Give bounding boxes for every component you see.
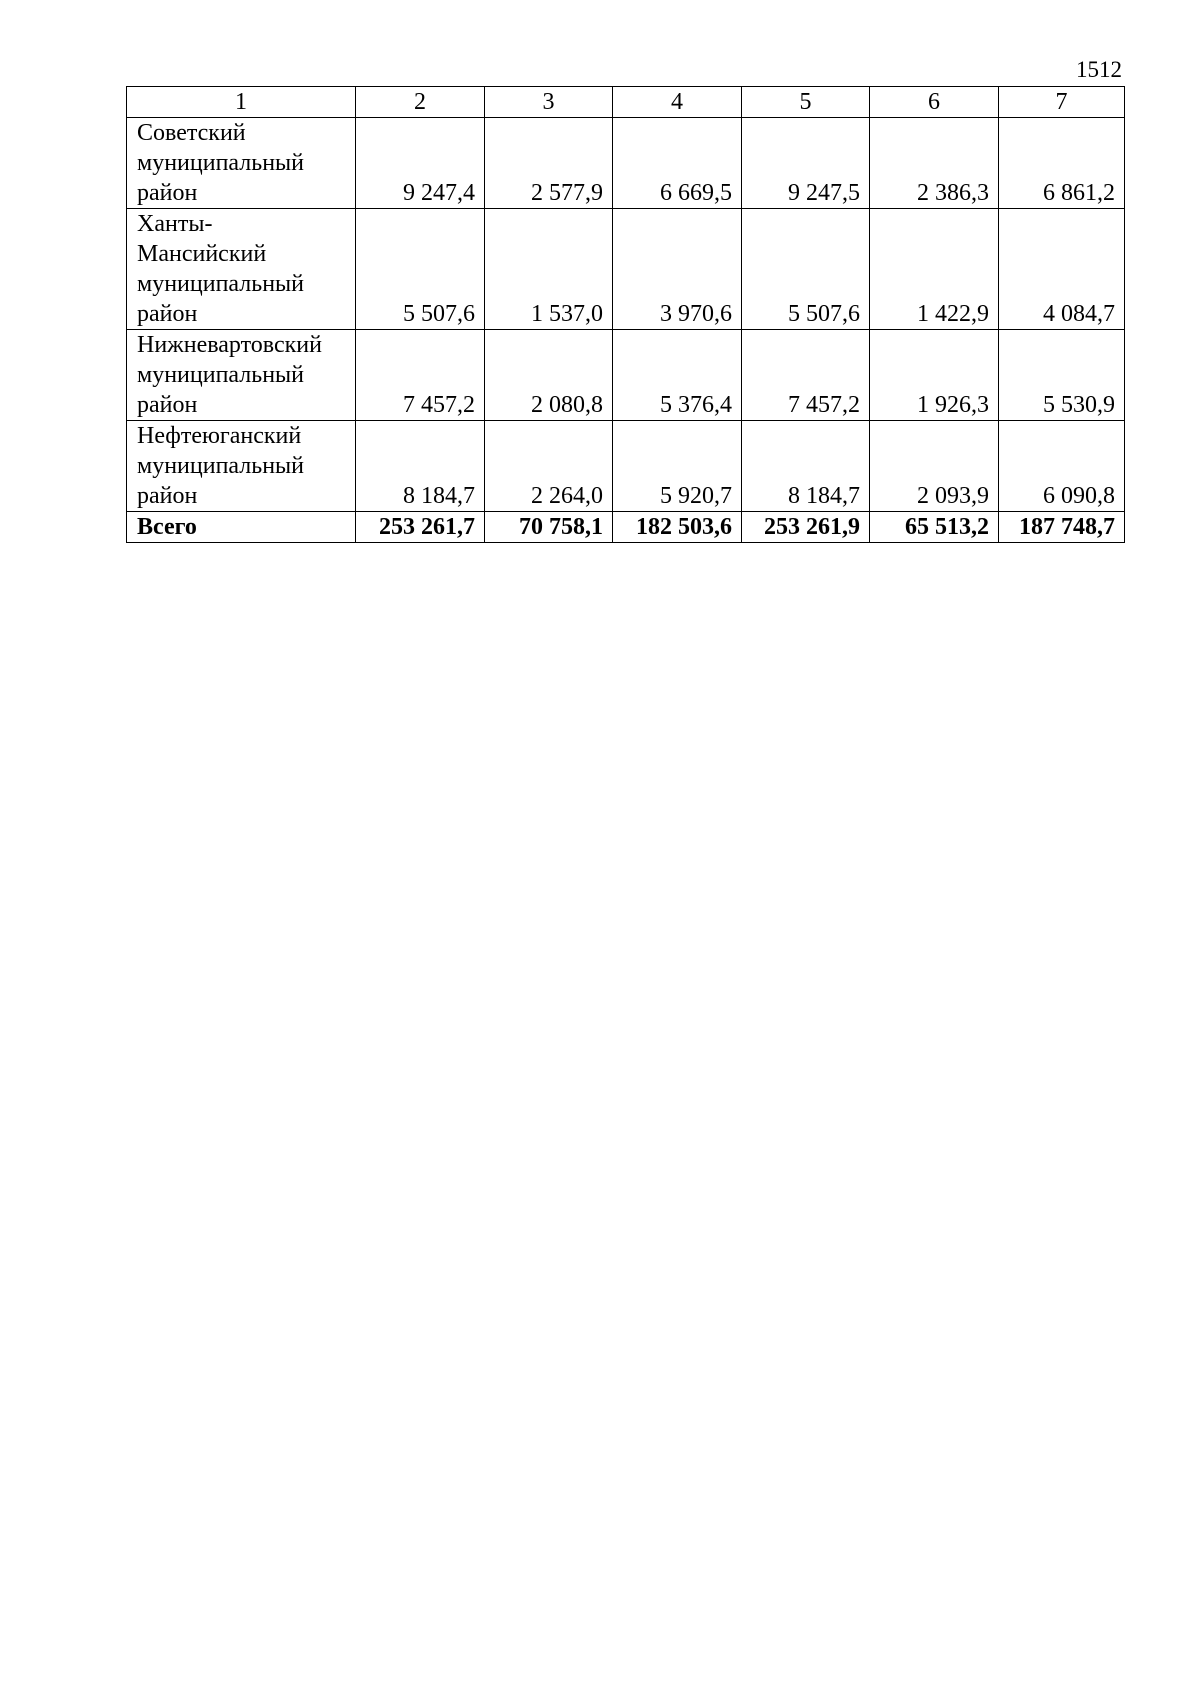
district-name-cell xyxy=(127,118,356,209)
district-name-cell xyxy=(127,330,356,421)
district-name-line: район xyxy=(137,180,198,206)
column-header: 5 xyxy=(742,87,870,118)
value-cell: 5 507,6 xyxy=(356,209,485,330)
value-cell: 3 970,6 xyxy=(613,209,742,330)
value-cell: 7 457,2 xyxy=(742,330,870,421)
column-header: 2 xyxy=(356,87,485,118)
value-cell: 2 386,3 xyxy=(870,118,999,209)
value-cell: 4 084,7 xyxy=(999,209,1125,330)
value-cell: 1 537,0 xyxy=(485,209,613,330)
value-cell: 9 247,4 xyxy=(356,118,485,209)
total-row xyxy=(127,512,1125,543)
district-name-line: муниципальный xyxy=(137,271,305,297)
column-header: 4 xyxy=(613,87,742,118)
column-header: 1 xyxy=(127,87,356,118)
value-cell: 5 920,7 xyxy=(613,421,742,512)
value-cell: 2 264,0 xyxy=(485,421,613,512)
total-value-cell: 182 503,6 xyxy=(613,512,742,543)
value-cell: 5 530,9 xyxy=(999,330,1125,421)
value-cell: 7 457,2 xyxy=(356,330,485,421)
district-name-line: район xyxy=(137,301,198,327)
district-name-cell xyxy=(127,421,356,512)
district-name-cell xyxy=(127,209,356,330)
value-cell: 2 093,9 xyxy=(870,421,999,512)
value-cell: 8 184,7 xyxy=(742,421,870,512)
table-row xyxy=(127,209,1125,330)
district-name-line: район xyxy=(137,483,198,509)
value-cell: 6 669,5 xyxy=(613,118,742,209)
district-name-line: муниципальный xyxy=(137,362,305,388)
value-cell: 9 247,5 xyxy=(742,118,870,209)
total-value-cell: 253 261,9 xyxy=(742,512,870,543)
district-name-line: Советский xyxy=(137,120,246,146)
data-table xyxy=(126,86,1125,543)
value-cell: 1 422,9 xyxy=(870,209,999,330)
value-cell: 6 861,2 xyxy=(999,118,1125,209)
total-value-cell: 70 758,1 xyxy=(485,512,613,543)
page-number: 1512 xyxy=(1076,57,1122,82)
total-value-cell: 187 748,7 xyxy=(999,512,1125,543)
district-name-line: Ханты- xyxy=(137,211,213,237)
district-name-line: Мансийский xyxy=(137,241,267,267)
value-cell: 2 080,8 xyxy=(485,330,613,421)
total-label: Всего xyxy=(127,512,356,543)
total-value-cell: 65 513,2 xyxy=(870,512,999,543)
value-cell: 5 507,6 xyxy=(742,209,870,330)
district-name-line: Нижневартовский xyxy=(137,332,322,358)
value-cell: 1 926,3 xyxy=(870,330,999,421)
column-header: 3 xyxy=(485,87,613,118)
table-row xyxy=(127,330,1125,421)
district-name-line: муниципальный xyxy=(137,453,305,479)
value-cell: 2 577,9 xyxy=(485,118,613,209)
total-value-cell: 253 261,7 xyxy=(356,512,485,543)
value-cell: 8 184,7 xyxy=(356,421,485,512)
district-name-line: Нефтеюганский xyxy=(137,423,302,449)
value-cell: 6 090,8 xyxy=(999,421,1125,512)
column-header: 7 xyxy=(999,87,1125,118)
value-cell: 5 376,4 xyxy=(613,330,742,421)
table-row xyxy=(127,421,1125,512)
column-header: 6 xyxy=(870,87,999,118)
district-name-line: район xyxy=(137,392,198,418)
district-name-line: муниципальный xyxy=(137,150,305,176)
header-row xyxy=(127,87,1125,118)
table-row xyxy=(127,118,1125,209)
